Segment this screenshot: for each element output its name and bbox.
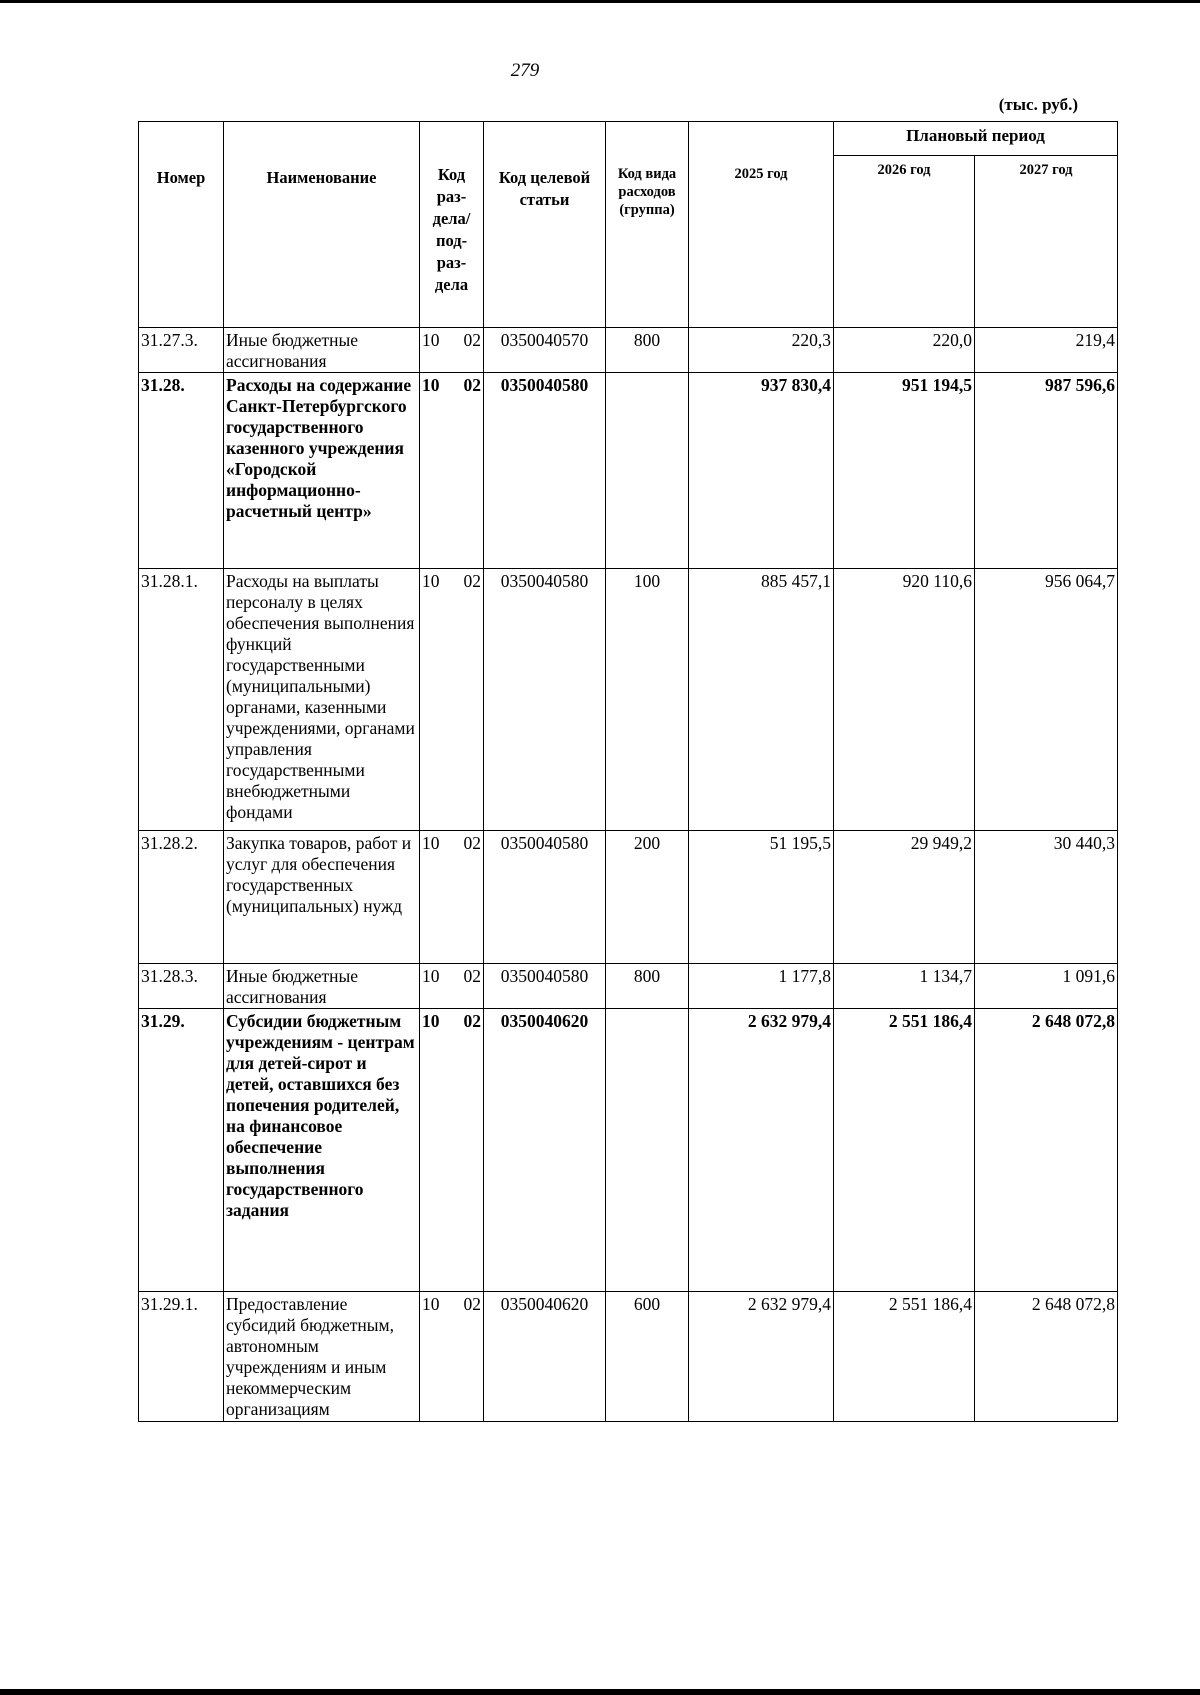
top-edge-rule	[0, 0, 1200, 3]
header-expense-type: Код вида расходов (группа)	[606, 122, 689, 328]
row-amount-2025: 1 177,8	[689, 964, 834, 1009]
header-row-1	[139, 122, 1118, 156]
row-subsection: 02	[463, 833, 481, 853]
row-section: 10	[422, 1011, 440, 1031]
row-name: Расходы на содержание Санкт-Петербургского государственного казенного учреждения «Городской информационно-расчетный центр»	[224, 373, 420, 569]
row-name: Иные бюджетные ассигнования	[224, 328, 420, 373]
row-amount-2026: 2 551 186,4	[834, 1292, 975, 1422]
row-name: Иные бюджетные ассигнования	[224, 964, 420, 1009]
row-number: 31.27.3.	[139, 328, 224, 373]
row-subsection: 02	[463, 1294, 481, 1314]
row-number: 31.28.2.	[139, 831, 224, 964]
row-section: 10	[422, 375, 440, 395]
row-target-code: 0350040580	[484, 964, 606, 1009]
row-expense-type: 200	[606, 831, 689, 964]
row-amount-2026: 220,0	[834, 328, 975, 373]
row-expense-type: 800	[606, 964, 689, 1009]
row-subsection: 02	[463, 966, 481, 986]
row-amount-2025: 2 632 979,4	[689, 1009, 834, 1292]
row-amount-2027: 30 440,3	[975, 831, 1118, 964]
header-plan-period: Плановый период	[834, 122, 1118, 156]
row-subsection: 02	[463, 571, 481, 591]
header-year-2025: 2025 год	[689, 122, 834, 328]
row-number: 31.28.1.	[139, 569, 224, 831]
row-expense-type	[606, 1009, 689, 1292]
row-name: Расходы на выплаты персоналу в целях обеспечения выполнения функций государственными (муниципальными) органами, казенными учреждениями, органами управления государственными внебюджетными фондами	[224, 569, 420, 831]
row-number: 31.29.	[139, 1009, 224, 1292]
table-row	[139, 328, 1118, 373]
row-section-code	[420, 1292, 484, 1422]
row-section-code	[420, 373, 484, 569]
header-target-code: Код целевой статьи	[484, 122, 606, 328]
header-number: Номер	[139, 122, 224, 328]
row-amount-2026: 920 110,6	[834, 569, 975, 831]
row-amount-2027: 956 064,7	[975, 569, 1118, 831]
row-subsection: 02	[463, 375, 481, 395]
row-section-code	[420, 964, 484, 1009]
row-amount-2026: 1 134,7	[834, 964, 975, 1009]
row-amount-2026: 951 194,5	[834, 373, 975, 569]
row-number: 31.29.1.	[139, 1292, 224, 1422]
row-amount-2025: 220,3	[689, 328, 834, 373]
row-name: Предоставление субсидий бюджетным, автономным учреждениям и иным некоммерческим организациям	[224, 1292, 420, 1422]
row-amount-2027: 987 596,6	[975, 373, 1118, 569]
row-expense-type: 600	[606, 1292, 689, 1422]
row-target-code: 0350040620	[484, 1292, 606, 1422]
row-number: 31.28.3.	[139, 964, 224, 1009]
row-amount-2025: 2 632 979,4	[689, 1292, 834, 1422]
table-row	[139, 964, 1118, 1009]
table-row	[139, 569, 1118, 831]
table-row	[139, 1009, 1118, 1292]
row-amount-2025: 885 457,1	[689, 569, 834, 831]
row-subsection: 02	[463, 1011, 481, 1031]
row-section-code	[420, 328, 484, 373]
table-row	[139, 373, 1118, 569]
header-name: Наименование	[224, 122, 420, 328]
bottom-edge-rule	[0, 1689, 1200, 1695]
row-target-code: 0350040570	[484, 328, 606, 373]
row-subsection: 02	[463, 330, 481, 350]
table-row	[139, 1292, 1118, 1422]
row-target-code: 0350040580	[484, 373, 606, 569]
row-target-code: 0350040620	[484, 1009, 606, 1292]
header-year-2027: 2027 год	[975, 156, 1118, 328]
row-name: Закупка товаров, работ и услуг для обеспечения государственных (муниципальных) нужд	[224, 831, 420, 964]
table-row	[139, 831, 1118, 964]
row-section-code	[420, 831, 484, 964]
row-target-code: 0350040580	[484, 831, 606, 964]
row-section: 10	[422, 1294, 440, 1314]
row-section: 10	[422, 833, 440, 853]
row-amount-2027: 1 091,6	[975, 964, 1118, 1009]
row-section: 10	[422, 966, 440, 986]
row-section-code	[420, 1009, 484, 1292]
row-section-code	[420, 569, 484, 831]
row-amount-2025: 937 830,4	[689, 373, 834, 569]
row-amount-2026: 29 949,2	[834, 831, 975, 964]
row-name: Субсидии бюджетным учреждениям - центрам для детей-сирот и детей, оставшихся без попечения родителей, на финансовое обеспечение выполнения государственного задания	[224, 1009, 420, 1292]
row-amount-2026: 2 551 186,4	[834, 1009, 975, 1292]
row-target-code: 0350040580	[484, 569, 606, 831]
row-expense-type: 800	[606, 328, 689, 373]
row-expense-type	[606, 373, 689, 569]
row-number: 31.28.	[139, 373, 224, 569]
units-label: (тыс. руб.)	[998, 95, 1078, 114]
header-year-2026: 2026 год	[834, 156, 975, 328]
row-amount-2025: 51 195,5	[689, 831, 834, 964]
row-section: 10	[422, 330, 440, 350]
row-amount-2027: 2 648 072,8	[975, 1009, 1118, 1292]
page-number: 279	[510, 60, 540, 81]
row-section: 10	[422, 571, 440, 591]
row-expense-type: 100	[606, 569, 689, 831]
budget-table	[138, 121, 1118, 1422]
row-amount-2027: 2 648 072,8	[975, 1292, 1118, 1422]
header-section-code: Код раз-дела/ под-раз-дела	[420, 122, 484, 328]
row-amount-2027: 219,4	[975, 328, 1118, 373]
